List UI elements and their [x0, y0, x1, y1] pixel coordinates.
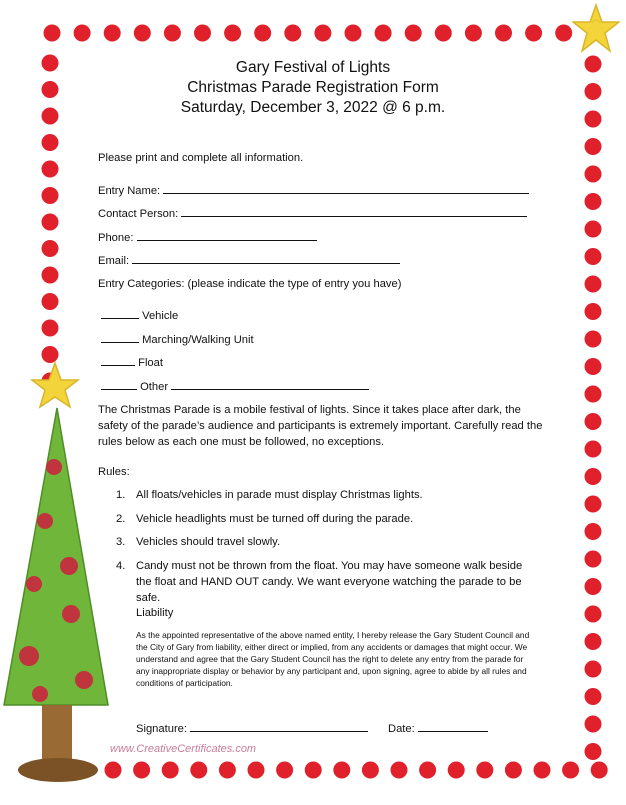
border-dot — [333, 762, 350, 779]
border-dot — [305, 762, 322, 779]
entry-name-field[interactable] — [163, 183, 529, 194]
border-dot — [585, 551, 602, 568]
event-date: Saturday, December 3, 2022 @ 6 p.m. — [180, 99, 446, 116]
signature-label: Signature: — [136, 723, 187, 735]
border-dot — [276, 762, 293, 779]
border-dot — [585, 358, 602, 375]
border-dot — [284, 25, 301, 42]
category-other-field[interactable] — [171, 379, 369, 390]
border-dot — [585, 138, 602, 155]
date-row — [388, 721, 488, 736]
border-dot — [534, 762, 551, 779]
border-dot — [194, 25, 211, 42]
rule-number: 1. — [116, 489, 126, 501]
liability-text: As the appointed representative of the above named entity, I hereby release the Gary Student Council and the City of Gary from liability, either direct or implied, from any accidents or damages that might occur. We understand and agree that the Gary Student Council has the right to delete any entry from the parade for any inappropriate display or behavior by any participant and, upon signing, agree to abide by all rules and conditions of participation. — [136, 630, 530, 688]
entry-name-row — [98, 183, 529, 198]
date-field[interactable] — [418, 721, 488, 732]
category-other — [101, 379, 369, 394]
border-dot — [164, 25, 181, 42]
category-float-blank[interactable] — [101, 355, 135, 366]
border-dot — [495, 25, 512, 42]
category-vehicle-label: Vehicle — [142, 310, 179, 322]
border-dot — [391, 762, 408, 779]
border-dot — [585, 578, 602, 595]
border-dot — [224, 25, 241, 42]
signature-field[interactable] — [190, 721, 368, 732]
border-dot — [448, 762, 465, 779]
border-dot — [591, 762, 608, 779]
border-dot — [162, 762, 179, 779]
border-dot — [562, 762, 579, 779]
border-dot — [435, 25, 452, 42]
border-dot — [254, 25, 271, 42]
border-dot — [362, 762, 379, 779]
border-dot — [465, 25, 482, 42]
phone-row — [98, 230, 317, 245]
category-other-label: Other — [140, 381, 169, 393]
safety-paragraph: The Christmas Parade is a mobile festival of lights. Since it takes place after dark, the safety of the parade’s audience and participants is extremely important. Carefully read the rules below as each one must be followed, no exceptions. — [98, 404, 543, 448]
border-dot — [190, 762, 207, 779]
border-dot — [419, 762, 436, 779]
contact-person-row — [98, 206, 527, 221]
border-dot — [585, 633, 602, 650]
border-dot — [585, 413, 602, 430]
border-dot — [585, 386, 602, 403]
liability-heading: Liability — [136, 607, 174, 619]
form-subtitle: Christmas Parade Registration Form — [187, 79, 439, 96]
rule-number: 3. — [116, 536, 126, 548]
footer-watermark: www.CreativeCertificates.com — [110, 743, 257, 755]
category-other-blank[interactable] — [101, 379, 137, 390]
rule-text: Candy must not be thrown from the float. You may have someone walk beside the float and HAND OUT candy. We want everyone watching the parade to be safe. — [136, 560, 523, 604]
contact-person-label: Contact Person: — [98, 208, 179, 220]
phone-field[interactable] — [137, 230, 317, 241]
border-dot — [585, 606, 602, 623]
email-label: Email: — [98, 255, 130, 267]
border-dot — [585, 276, 602, 293]
border-dot — [585, 441, 602, 458]
border-dot — [405, 25, 422, 42]
category-marching — [101, 332, 254, 347]
category-marching-blank[interactable] — [101, 332, 139, 343]
border-dot — [585, 221, 602, 238]
border-dot — [555, 25, 572, 42]
border-dot — [585, 496, 602, 513]
border-dot — [219, 762, 236, 779]
rule-text: All floats/vehicles in parade must display Christmas lights. — [136, 489, 423, 501]
instructions: Please print and complete all information. — [98, 152, 304, 164]
border-dot — [585, 303, 602, 320]
border-dot — [375, 25, 392, 42]
email-row — [98, 253, 400, 268]
border-dot — [585, 523, 602, 540]
rule-text: Vehicle headlights must be turned off during the parade. — [136, 513, 414, 525]
border-dot — [585, 661, 602, 678]
category-vehicle — [101, 308, 178, 323]
entry-categories-label: Entry Categories: (please indicate the type of entry you have) — [98, 278, 402, 290]
border-dot — [505, 762, 522, 779]
rule-text: Vehicles should travel slowly. — [136, 536, 281, 548]
entry-name-label: Entry Name: — [98, 185, 161, 197]
form-title: Gary Festival of Lights — [235, 59, 391, 76]
border-dot — [585, 248, 602, 265]
star-icon — [572, 3, 620, 55]
category-float — [101, 355, 163, 370]
rule-number: 4. — [116, 560, 126, 572]
border-dot — [585, 331, 602, 348]
border-dot — [525, 25, 542, 42]
border-dot — [585, 716, 602, 733]
category-vehicle-blank[interactable] — [101, 308, 139, 319]
rules-label: Rules: — [98, 466, 130, 478]
category-marching-label: Marching/Walking Unit — [142, 334, 254, 346]
border-dot — [585, 743, 602, 760]
email-field[interactable] — [132, 253, 400, 264]
rule-number: 2. — [116, 513, 126, 525]
category-float-label: Float — [138, 357, 163, 369]
signature-row — [136, 721, 368, 736]
date-label: Date: — [388, 723, 415, 735]
border-dot — [345, 25, 362, 42]
contact-person-field[interactable] — [181, 206, 527, 217]
border-dot — [585, 688, 602, 705]
border-dot — [314, 25, 331, 42]
border-dot — [585, 166, 602, 183]
border-dot — [248, 762, 265, 779]
phone-label: Phone: — [98, 232, 134, 244]
border-dot — [585, 193, 602, 210]
border-dot — [476, 762, 493, 779]
border-dot — [585, 468, 602, 485]
